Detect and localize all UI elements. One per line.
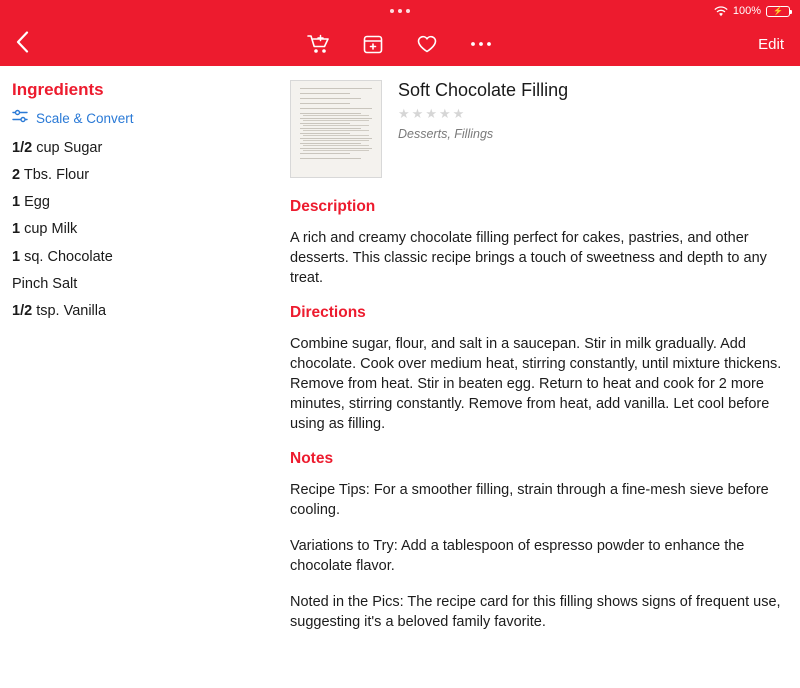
recipe-categories: Desserts, Fillings [398, 127, 494, 141]
add-to-shopping-cart-icon[interactable] [306, 31, 332, 57]
ingredient-quantity: 1 [12, 194, 21, 211]
list-item[interactable] [12, 220, 260, 238]
recipe-detail-pane [272, 66, 800, 688]
section-paragraph: Noted in the Pics: The recipe card for this filling shows signs of frequent use, suggesting it's a beloved family favorite. [290, 594, 781, 630]
star-icon[interactable]: ★ [425, 106, 437, 121]
section-paragraph: Variations to Try: Add a tablespoon of espresso powder to enhance the chocolate flavor. [290, 538, 745, 574]
ingredient-name: Pinch Salt [12, 275, 78, 292]
ingredient-quantity: 2 [12, 167, 21, 184]
section-heading: Directions [290, 304, 366, 321]
recipe-header-text [398, 80, 568, 178]
section-notes [290, 450, 784, 632]
list-item[interactable] [12, 302, 260, 320]
star-icon[interactable]: ★ [452, 106, 465, 121]
toolbar-actions [306, 31, 494, 57]
scale-and-convert-label: Scale & Convert [36, 111, 134, 126]
section-heading: Notes [290, 450, 334, 467]
star-icon[interactable]: ★ [398, 106, 410, 121]
navigation-bar [0, 22, 800, 66]
section-directions [290, 304, 784, 434]
page-title: Soft Chocolate Filling [398, 80, 569, 100]
status-right-group [714, 5, 790, 17]
ingredients-heading: Ingredients [12, 80, 104, 99]
scale-convert-icon [12, 109, 29, 128]
section-heading: Description [290, 198, 376, 215]
rating-stars[interactable] [398, 107, 568, 120]
ingredient-name: sq. Chocolate [24, 248, 113, 265]
section-paragraph: A rich and creamy chocolate filling perfect for cakes, pastries, and other desserts. This classic recipe brings a touch of sweetness and depth to any treat. [290, 230, 767, 286]
ingredient-name: tsp. Vanilla [36, 302, 107, 319]
recipe-card-photo[interactable] [290, 80, 382, 178]
ingredient-quantity: 1 [12, 248, 21, 265]
more-options-icon[interactable] [468, 31, 494, 57]
wifi-icon [714, 6, 728, 17]
list-item[interactable] [12, 139, 260, 157]
back-button[interactable] [0, 22, 44, 66]
section-description [290, 198, 784, 288]
scale-and-convert-button[interactable] [12, 109, 260, 128]
add-to-menu-icon[interactable] [360, 31, 386, 57]
list-item[interactable] [12, 248, 260, 266]
ingredient-name: Egg [24, 194, 50, 211]
ingredient-name: cup Milk [24, 221, 78, 238]
chevron-left-icon [16, 31, 29, 58]
status-bar [0, 0, 800, 22]
ingredient-quantity: 1/2 [12, 302, 33, 319]
star-icon[interactable]: ★ [438, 106, 451, 121]
section-paragraph: Combine sugar, flour, and salt in a saucepan. Stir in milk gradually. Add chocolate. Cook over medium heat, stirring constantly, until mixture thickens. Remove from heat. Stir in beaten egg. Return to heat and cook for 2 more minutes, stirring constantly. Remove from heat, add vanilla. Let cool before using as filling. [290, 336, 782, 432]
favorite-heart-icon[interactable] [414, 31, 440, 57]
edit-button[interactable]: Edit [758, 35, 784, 53]
ingredient-list [12, 139, 260, 320]
ingredients-sidebar [0, 66, 272, 688]
content-area [0, 66, 800, 688]
list-item[interactable] [12, 275, 260, 293]
battery-percent-label: 100% [732, 5, 761, 17]
status-indicator-dots [390, 9, 410, 13]
list-item[interactable] [12, 193, 260, 211]
star-icon[interactable]: ★ [411, 106, 424, 121]
list-item[interactable] [12, 166, 260, 184]
section-paragraph: Recipe Tips: For a smoother filling, strain through a fine-mesh sieve before cooling. [290, 482, 769, 518]
ingredient-name: Tbs. Flour [23, 167, 90, 184]
recipe-header [290, 80, 784, 178]
ingredient-quantity: 1 [12, 221, 21, 238]
battery-charging-icon: ⚡ [766, 6, 790, 17]
ingredient-quantity: 1/2 [12, 140, 33, 156]
ingredient-name: cup Sugar [36, 140, 103, 156]
